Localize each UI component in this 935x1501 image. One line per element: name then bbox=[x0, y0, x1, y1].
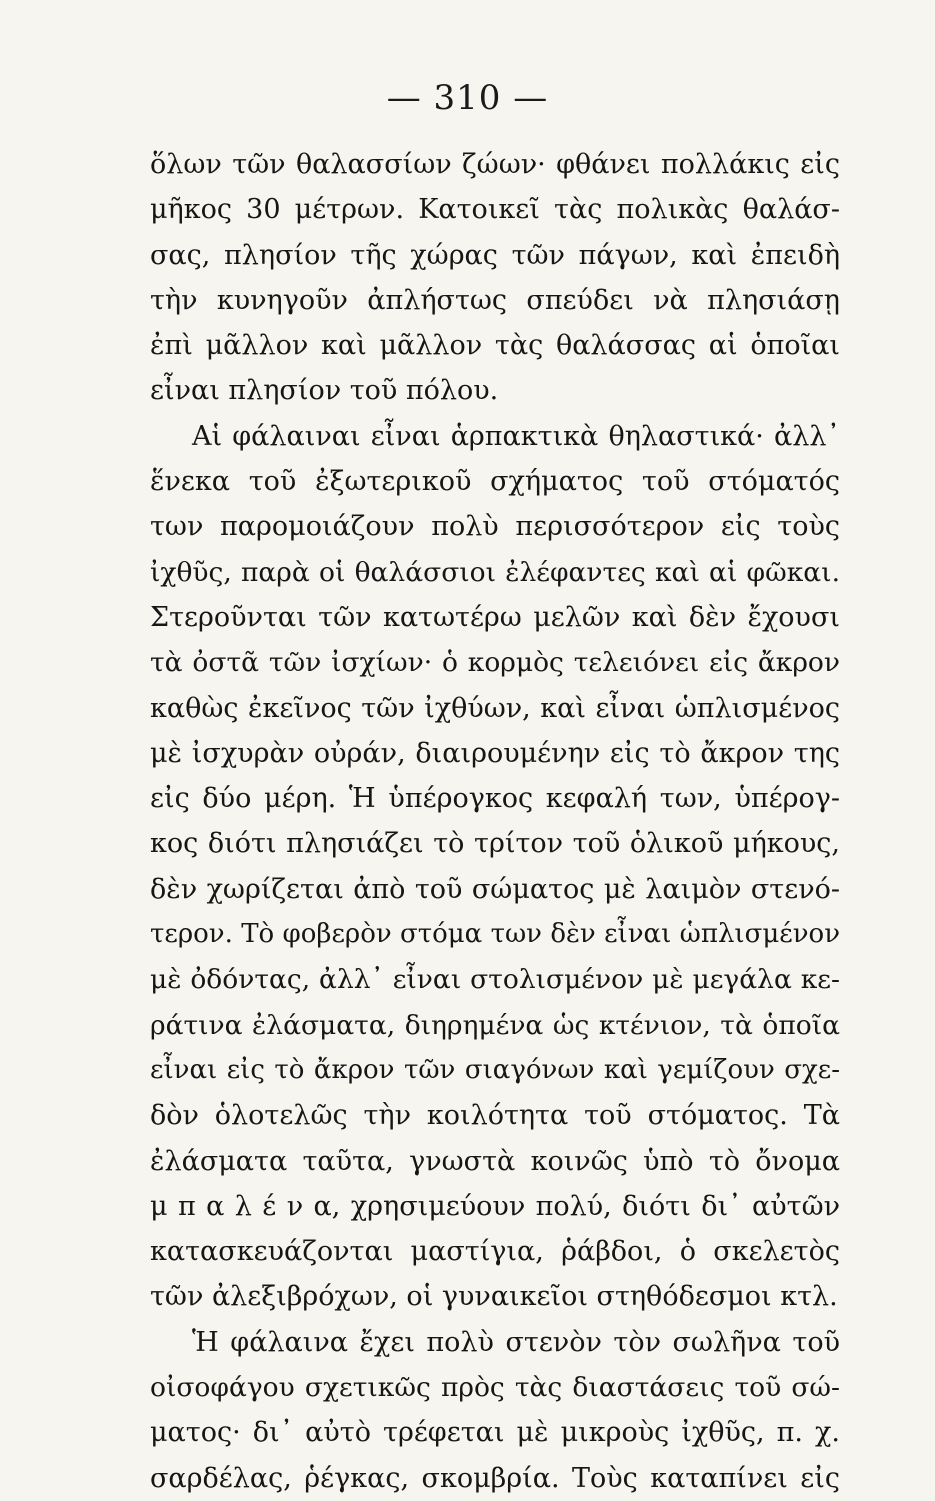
text-line: Στεροῦνται τῶν κατωτέρω μελῶν καὶ δὲν ἔχουσι bbox=[150, 601, 840, 633]
text-line: μ π α λ έ ν α, χρησιμεύουν πολύ, διότι δι᾽ αὐτῶν bbox=[150, 1190, 840, 1222]
text-line: σας, πλησίον τῆς χώρας τῶν πάγων, καὶ ἐπειδὴ bbox=[150, 239, 840, 271]
text-line: των παρομοιάζουν πολὺ περισσότερον εἰς τοὺς bbox=[150, 511, 840, 543]
text-line: τερον. Τὸ φοβερὸν στόμα των δὲν εἶναι ὡπλισμένον bbox=[150, 919, 840, 950]
text-line: οἰσοφάγου σχετικῶς πρὸς τὰς διαστάσεις τοῦ σώ- bbox=[150, 1372, 840, 1404]
text-line: ἰχθῦς, παρὰ οἱ θαλάσσιοι ἐλέφαντες καὶ αἱ φῶκαι. bbox=[150, 556, 840, 588]
text-line: ἕνεκα τοῦ ἐξωτερικοῦ σχήματος τοῦ στόματός bbox=[150, 466, 840, 498]
text-line: εἰς δύο μέρη. Ἡ ὑπέρογκος κεφαλή των, ὑπέρογ- bbox=[150, 783, 840, 815]
paragraph-start-line: Αἱ φάλαιναι εἶναι ἁρπακτικὰ θηλαστικά· ἀλλ᾽ bbox=[192, 420, 840, 452]
text-line: κατασκευάζονται μαστίγια, ῥάβδοι, ὁ σκελετὸς bbox=[150, 1236, 840, 1268]
body-text bbox=[150, 142, 840, 1501]
text-line: καθὼς ἐκεῖνος τῶν ἰχθύων, καὶ εἶναι ὡπλισμένος bbox=[150, 692, 840, 724]
text-line: μὲ ἰσχυρὰν οὐράν, διαιρουμένην εἰς τὸ ἄκρον της bbox=[150, 737, 840, 769]
text-line: εἶναι εἰς τὸ ἄκρον τῶν σιαγόνων καὶ γεμίζουν σχε- bbox=[150, 1054, 840, 1085]
text-line: μὲ ὀδόντας, ἀλλ᾽ εἶναι στολισμένον μὲ μεγάλα κε- bbox=[150, 964, 840, 996]
text-line: μῆκος 30 μέτρων. Κατοικεῖ τὰς πολικὰς θαλάσ- bbox=[150, 194, 840, 226]
text-line: δὸν ὁλοτελῶς τὴν κοιλότητα τοῦ στόματος. Τὰ bbox=[150, 1100, 840, 1132]
text-line: εἶναι πλησίον τοῦ πόλου. bbox=[150, 375, 499, 407]
text-line: ματος· δι᾽ αὐτὸ τρέφεται μὲ μικροὺς ἰχθῦς, π. χ. bbox=[150, 1417, 840, 1449]
text-line: κος διότι πλησιάζει τὸ τρίτον τοῦ ὁλικοῦ μήκους, bbox=[150, 828, 840, 860]
page-number: — 310 — bbox=[386, 78, 549, 118]
text-line: τὴν κυνηγοῦν ἀπλήστως σπεύδει νὰ πλησιάσῃ bbox=[150, 284, 840, 316]
text-line: δὲν χωρίζεται ἀπὸ τοῦ σώματος μὲ λαιμὸν στενό- bbox=[150, 873, 840, 905]
text-line: ὅλων τῶν θαλασσίων ζώων· φθάνει πολλάκις εἰς bbox=[150, 149, 840, 180]
text-line: τὰ ὀστᾶ τῶν ἰσχίων· ὁ κορμὸς τελειόνει εἰς ἄκρον bbox=[150, 647, 840, 679]
text-line: σαρδέλας, ῥέγκας, σκομβρία. Τοὺς καταπίνει εἰς bbox=[150, 1462, 840, 1494]
paragraph-start-line: Ἡ φάλαινα ἔχει πολὺ στενὸν τὸν σωλῆνα τοῦ bbox=[192, 1326, 840, 1358]
text-line: ράτινα ἐλάσματα, διηρημένα ὡς κτένιον, τὰ ὁποῖα bbox=[150, 1009, 840, 1041]
text-line: τῶν ἀλεξιβρόχων, οἱ γυναικεῖοι στηθόδεσμοι κτλ. bbox=[150, 1281, 838, 1313]
text-line: ἐπὶ μᾶλλον καὶ μᾶλλον τὰς θαλάσσας αἱ ὁποῖαι bbox=[150, 330, 840, 362]
text-line: ἐλάσματα ταῦτα, γνωστὰ κοινῶς ὑπὸ τὸ ὄνομα bbox=[150, 1145, 840, 1177]
